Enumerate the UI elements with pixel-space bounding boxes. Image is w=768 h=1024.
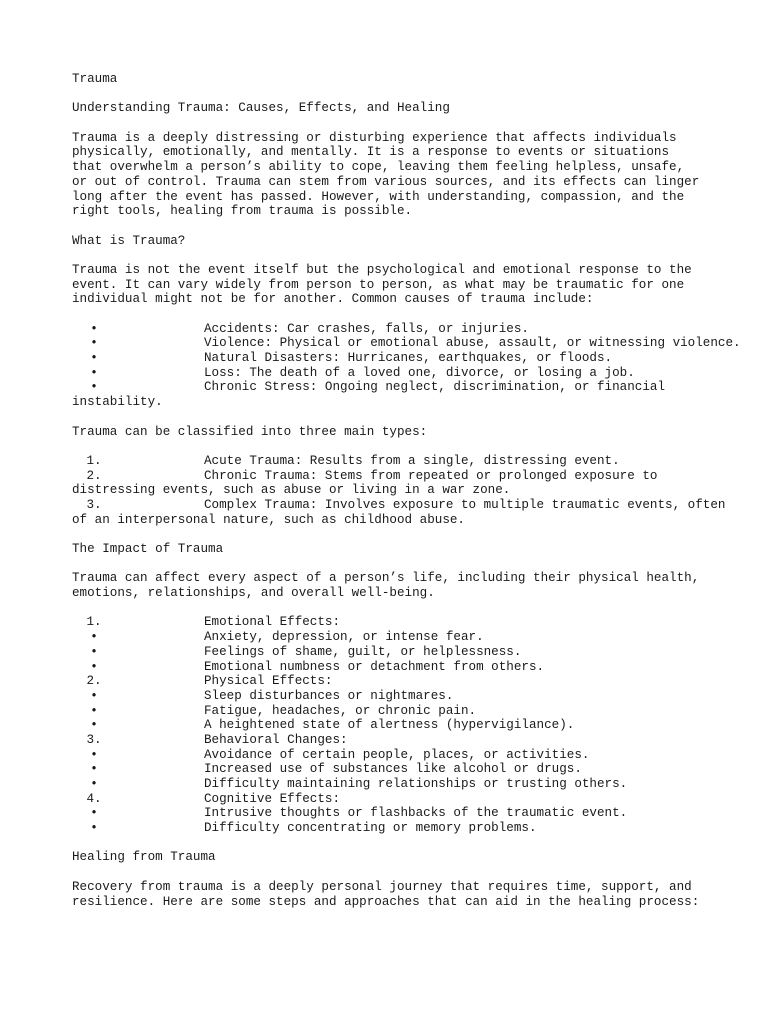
- list-item: • Difficulty maintaining relationships or trusting others.: [72, 777, 712, 792]
- list-item: • Increased use of substances like alcohol or drugs.: [72, 762, 712, 777]
- paragraph-line: physically, emotionally, and mentally. It is a response to events or situations: [72, 145, 670, 160]
- list-item: • Accidents: Car crashes, falls, or injuries.: [72, 322, 712, 337]
- document-page: [72, 72, 741, 909]
- effect-category: 3. Behavioral Changes:: [72, 733, 712, 748]
- number-marker: 1.: [86, 615, 102, 630]
- number-marker: 2.: [86, 468, 102, 483]
- bullet-marker: •: [90, 821, 98, 836]
- list-item: • Violence: Physical or emotional abuse, assault, or witnessing violence.: [72, 336, 712, 351]
- paragraph-line: Trauma can affect every aspect of a person’s life, including their physical health,: [72, 571, 700, 586]
- list-item: • A heightened state of alertness (hypervigilance).: [72, 718, 712, 733]
- list-item: 2. Chronic Trauma: Stems from repeated or prolonged exposure to: [72, 469, 712, 484]
- list-item: • Avoidance of certain people, places, or activities.: [72, 748, 712, 763]
- bullet-marker: •: [90, 747, 98, 762]
- list-item: • Emotional numbness or detachment from others.: [72, 660, 712, 675]
- list-item-wrap: of an interpersonal nature, such as childhood abuse.: [72, 512, 465, 527]
- number-marker: 3.: [86, 497, 102, 512]
- list-item: • Natural Disasters: Hurricanes, earthquakes, or floods.: [72, 351, 712, 366]
- list-item: • Sleep disturbances or nightmares.: [72, 689, 712, 704]
- paragraph-line: that overwhelm a person’s ability to cope, leaving them feeling helpless, unsafe,: [72, 160, 685, 175]
- list-item: • Difficulty concentrating or memory problems.: [72, 821, 712, 836]
- document-title: Trauma: [72, 72, 118, 86]
- list-item: • Loss: The death of a loved one, divorce, or losing a job.: [72, 366, 712, 381]
- list-item: 1. Acute Trauma: Results from a single, distressing event.: [72, 454, 712, 469]
- paragraph-line: resilience. Here are some steps and approaches that can aid in the healing process:: [72, 894, 700, 909]
- paragraph-line: right tools, healing from trauma is possible.: [72, 204, 413, 219]
- paragraph-line: individual might not be for another. Common causes of trauma include:: [72, 292, 594, 307]
- causes-list: [72, 321, 741, 410]
- healing-paragraph: [72, 880, 712, 909]
- list-item-wrap: instability.: [72, 395, 163, 410]
- section-heading-impact: The Impact of Trauma: [72, 542, 224, 556]
- paragraph-line: event. It can vary widely from person to person, as what may be traumatic for one: [72, 277, 685, 292]
- types-intro: Trauma can be classified into three main types:: [72, 424, 428, 439]
- number-marker: 1.: [86, 453, 102, 468]
- impact-paragraph: [72, 571, 712, 600]
- bullet-marker: •: [90, 659, 98, 674]
- document-heading: Understanding Trauma: Causes, Effects, and Healing: [72, 101, 450, 116]
- types-list: [72, 453, 726, 527]
- paragraph-line: or out of control. Trauma can stem from various sources, and its effects can linger: [72, 174, 700, 189]
- bullet-marker: •: [90, 762, 98, 777]
- bullet-marker: •: [90, 351, 98, 366]
- what-paragraph: [72, 263, 712, 307]
- effect-category: 2. Physical Effects:: [72, 674, 712, 689]
- number-marker: 3.: [86, 732, 102, 747]
- list-item: • Intrusive thoughts or flashbacks of the traumatic event.: [72, 806, 712, 821]
- section-heading-healing: Healing from Trauma: [72, 850, 216, 865]
- list-item: • Chronic Stress: Ongoing neglect, discrimination, or financial: [72, 380, 712, 395]
- list-item: • Fatigue, headaches, or chronic pain.: [72, 704, 712, 719]
- bullet-marker: •: [90, 806, 98, 821]
- paragraph-line: emotions, relationships, and overall well-being.: [72, 586, 435, 601]
- paragraph-line: Recovery from trauma is a deeply personal journey that requires time, support, and: [72, 879, 692, 894]
- intro-paragraph: [72, 131, 712, 219]
- effect-category: 4. Cognitive Effects:: [72, 792, 712, 807]
- number-marker: 4.: [86, 791, 102, 806]
- number-marker: 2.: [86, 674, 102, 689]
- bullet-marker: •: [90, 688, 98, 703]
- effect-category: 1. Emotional Effects:: [72, 615, 712, 630]
- list-item: • Anxiety, depression, or intense fear.: [72, 630, 712, 645]
- section-heading-what-is-trauma: What is Trauma?: [72, 233, 186, 248]
- paragraph-line: long after the event has passed. However, with understanding, compassion, and the: [72, 189, 685, 204]
- effects-list: [72, 615, 712, 835]
- list-item: • Feelings of shame, guilt, or helplessness.: [72, 645, 712, 660]
- bullet-marker: •: [90, 630, 98, 645]
- paragraph-line: Trauma is a deeply distressing or disturbing experience that affects individuals: [72, 130, 677, 145]
- paragraph-line: Trauma is not the event itself but the psychological and emotional response to the: [72, 262, 692, 277]
- list-item: 3. Complex Trauma: Involves exposure to multiple traumatic events, often: [72, 498, 712, 513]
- bullet-marker: •: [90, 380, 98, 395]
- bullet-marker: •: [90, 365, 98, 380]
- bullet-marker: •: [90, 718, 98, 733]
- bullet-marker: •: [90, 777, 98, 791]
- bullet-marker: •: [90, 644, 98, 659]
- bullet-marker: •: [90, 703, 98, 718]
- bullet-marker: •: [90, 336, 98, 351]
- list-item-wrap: distressing events, such as abuse or living in a war zone.: [72, 483, 511, 498]
- bullet-marker: •: [90, 321, 98, 336]
